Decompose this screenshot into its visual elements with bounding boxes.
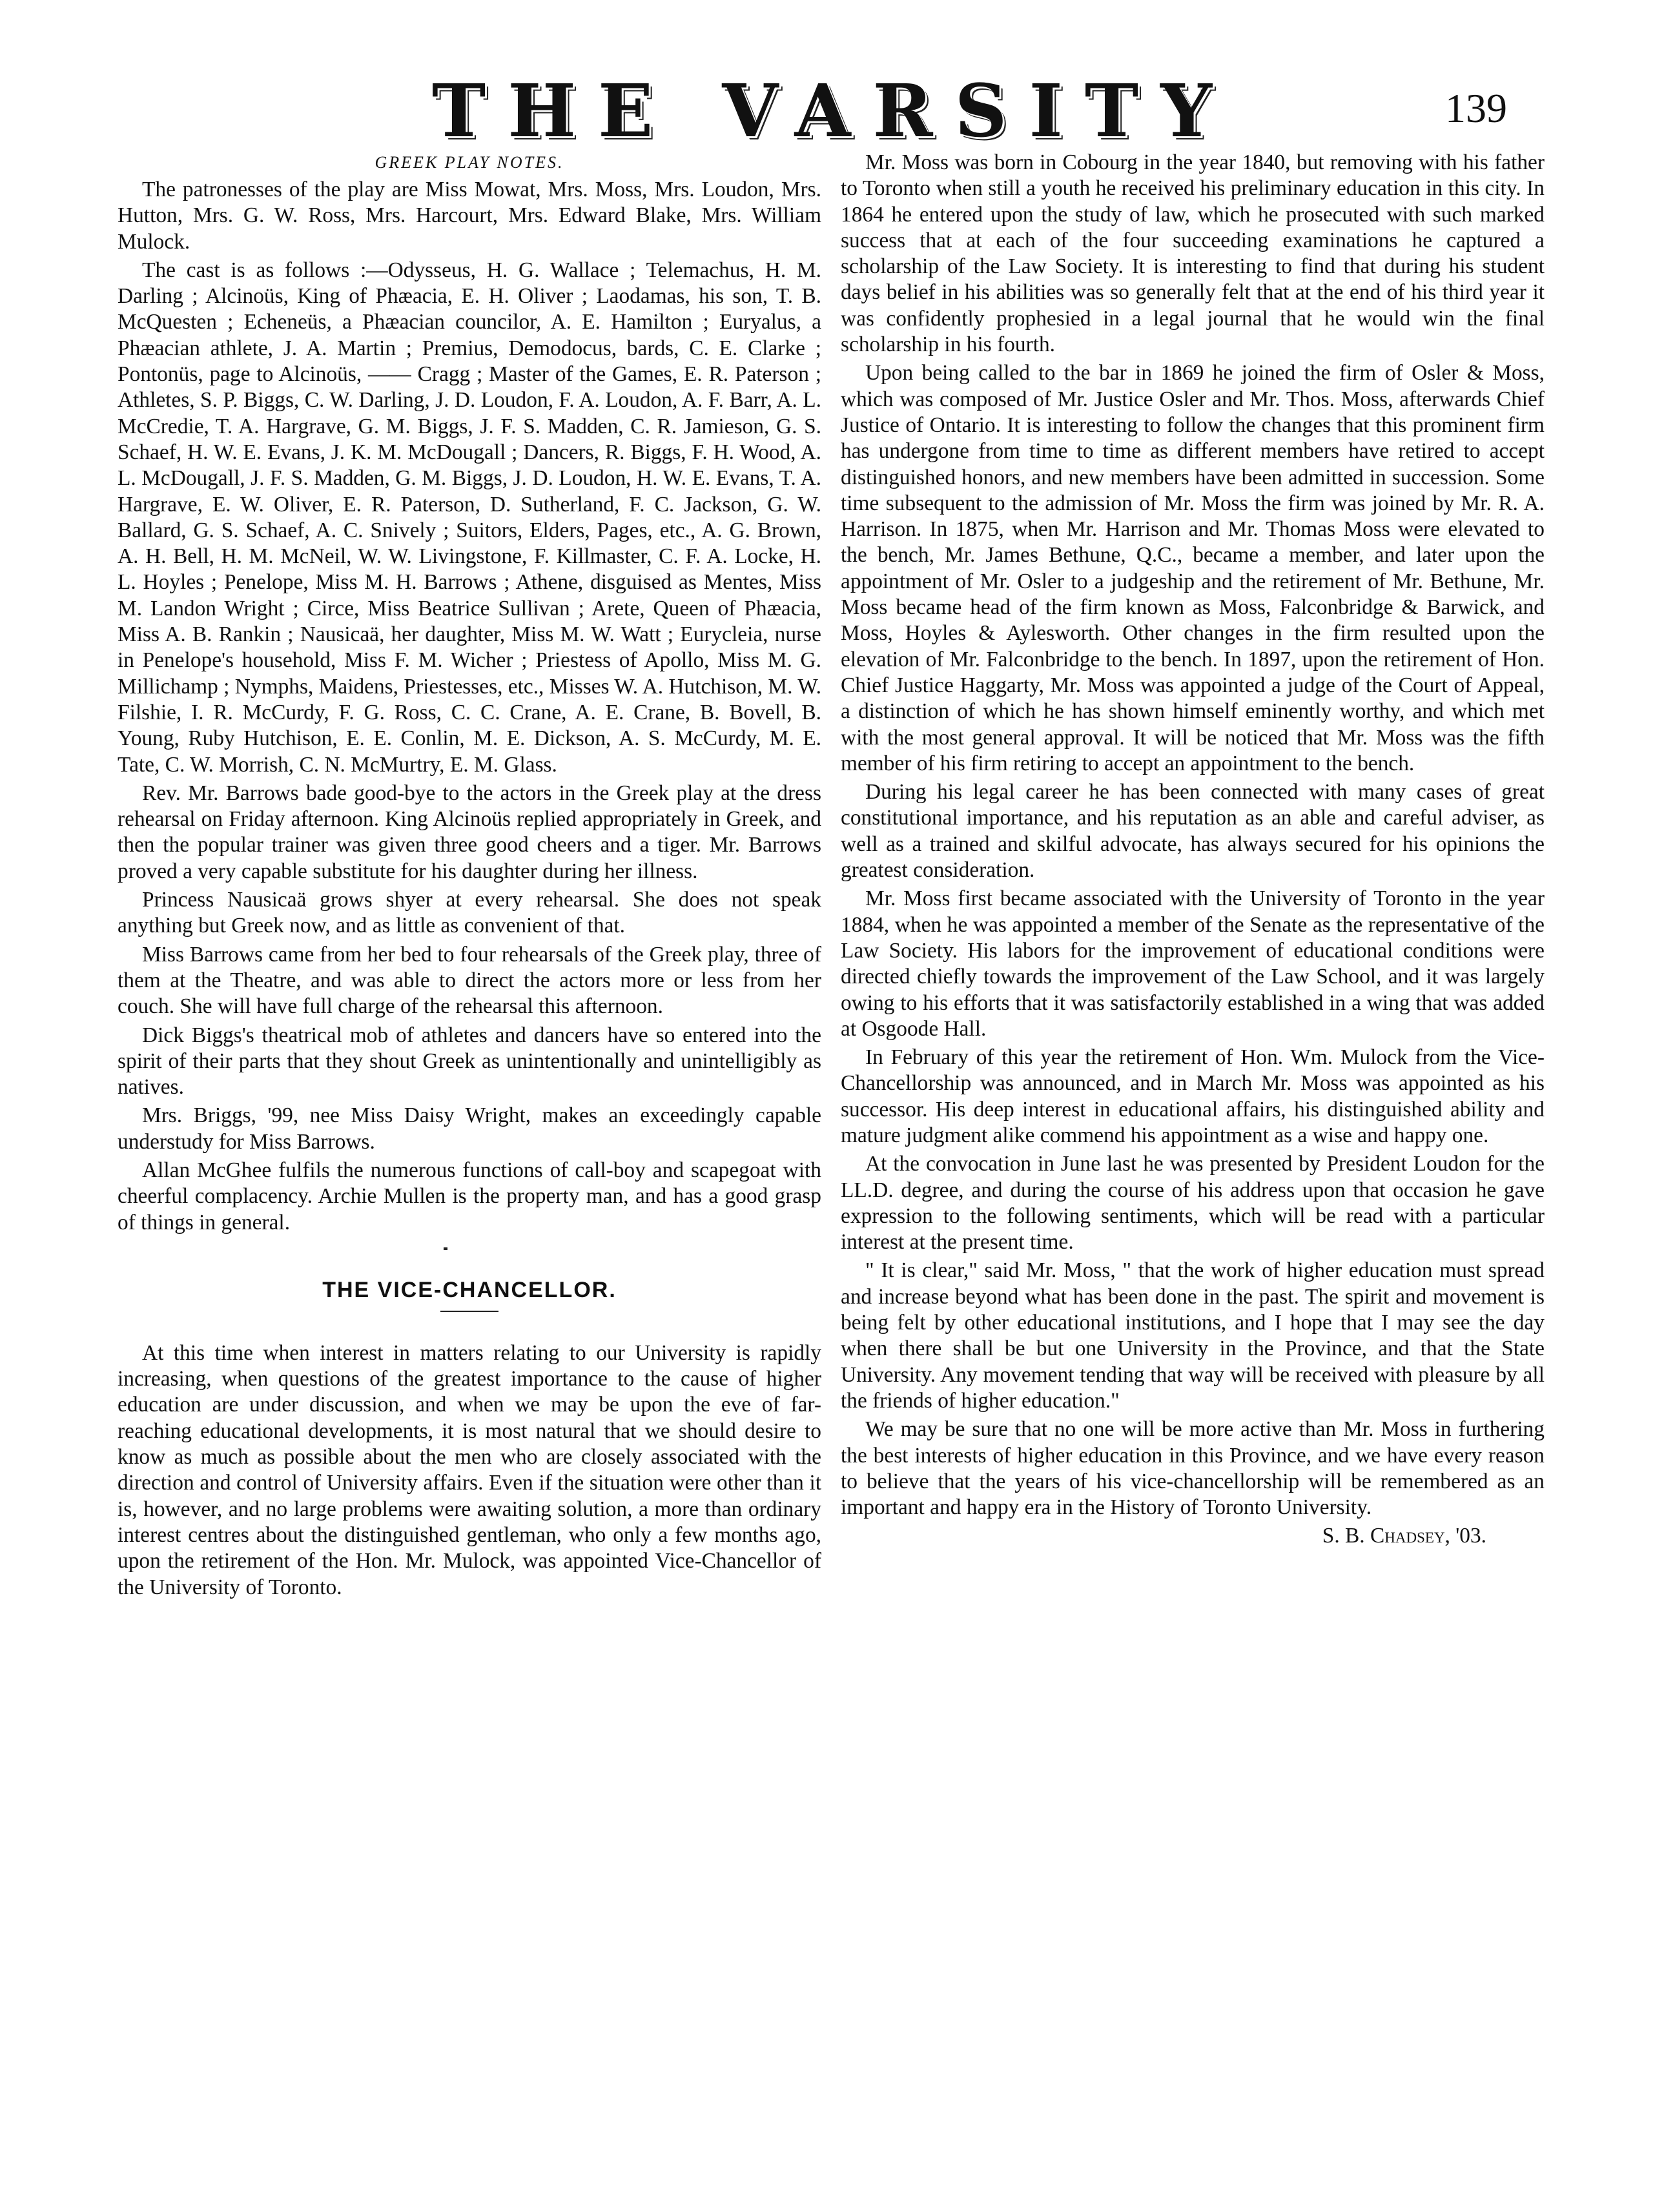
paragraph-barrows-goodbye: Rev. Mr. Barrows bade good-bye to the actors in the Greek play at the dress rehearsal on Friday afternoon. King Alcinoüs replied appropriately in Greek, and then the popular trainer was given three good cheers and a tiger. Mr. Barrows proved a very capable substitute for his daughter during her illness. (118, 781, 821, 883)
paragraph-miss-barrows: Miss Barrows came from her bed to four rehearsals of the Greek play, three of them at the Theatre, and was able to direct the actors more or less from her couch. She will have full charge of the rehearsal this afternoon. (118, 942, 821, 1019)
paragraph-nausicaa: Princess Nausicaä grows shyer at every rehearsal. She does not speak anything but Greek now, and as little as convenient of that. (118, 888, 821, 938)
paragraph-cast: The cast is as follows :—Odysseus, H. G. Wallace ; Telemachus, H. M. Darling ; Alcinoüs, King of Phæacia, E. H. Oliver ; Laodamas, his son, T. B. McQuesten ; Echeneüs, a Phæacian councilor, A. E. Hamilton ; Euryalus, a Phæacian athlete, J. A. Martin ; Premius, Demodocus, bards, C. E. Clarke ; Pontonüs, page to Alcinoüs, —— Cragg ; Master of the Games, E. R. Paterson ; Athletes, S. P. Biggs, C. W. Darling, J. D. Loudon, F. A. Loudon, A. F. Barr, A. L. McCredie, T. A. Hargrave, G. M. Biggs, J. F. S. Madden, C. R. Jamieson, G. S. Schaef, H. W. E. Evans, J. K. M. McDougall ; Dancers, R. Biggs, F. H. Wood, A. L. McDougall, J. F. S. Madden, G. M. Biggs, J. D. Loudon, H. W. E. Evans, T. A. Hargrave, E. W. Oliver, E. R. Paterson, D. Sutherland, F. C. Jackson, G. W. Ballard, G. S. Schaef, A. C. Snively ; Suitors, Elders, Pages, etc., A. G. Brown, A. H. Bell, H. M. McNeil, W. W. Livingstone, F. Killmaster, C. F. A. Locke, H. L. Hoyles ; Penelope, Miss M. H. Barrows ; Athene, disguised as Mentes, Miss M. Landon Wright ; Circe, Miss Beatrice Sullivan ; Arete, Queen of Phæacia, Miss A. B. Rankin ; Nausicaä, her daughter, Miss M. W. Watt ; Eurycleia, nurse in Penelope's household, Miss F. M. Wicher ; Priestess of Apollo, Miss M. G. Millichamp ; Nymphs, Maidens, Priestesses, etc., Misses W. A. Hutchison, M. W. Filshie, I. R. McCurdy, F. G. Ross, C. C. Crane, A. E. Crane, B. Bovell, B. Young, Ruby Hutchison, E. E. Conlin, M. E. Dickson, A. S. McCurdy, M. E. Tate, C. W. Morrish, C. N. McMurtry, E. M. Glass. (118, 258, 821, 777)
paragraph-university-association: Mr. Moss first became associated with the University of Toronto in the year 1884, when he was appointed a member of the Senate as the representative of the Law Society. His labors for the improvement of educational conditions were directed chiefly towards the improvement of the Law School, and it was largely owing to his efforts that it was satisfactorily established in a wing that was added at Osgoode Hall. (841, 886, 1545, 1041)
separator-dot (444, 1247, 447, 1250)
page-number: 139 (1445, 85, 1507, 131)
publication-title: THE VARSITY (431, 69, 1235, 154)
article-headline: THE VICE-CHANCELLOR. (322, 1277, 617, 1302)
paragraph-allan-mcghee: Allan McGhee fulfils the numerous functions of call-boy and scapegoat with cheerful complacency. Archie Mullen is the property man, and has a good grasp of things in general. (118, 1158, 821, 1234)
paragraph-closing: We may be sure that no one will be more active than Mr. Moss in furthering the best interests of higher education in this Province, and we have every reason to believe that the years of his vice-chancellorship will be remembered as an important and happy era in the History of Toronto University. (841, 1417, 1545, 1520)
right-column (841, 150, 1545, 1550)
paragraph-birth: Mr. Moss was born in Cobourg in the year 1840, but removing with his father to Toronto when still a youth he received his preliminary education in this city. In 1864 he entered upon the study of law, which he prosecuted with such marked success that at each of the four succeeding examinations he captured a scholarship of the Law Society. It is interesting to find that during his student days belief in his abilities was so generally felt that at the end of his third year it was confidently prophesied in a legal journal that he would win the final scholarship in his fourth. (841, 150, 1545, 357)
paragraph-legal-career: During his legal career he has been connected with many cases of great constitutional importance, and his reputation as an able and careful adviser, as well as a trained and skilful advocate, has always secured for his opinions the greatest consideration. (841, 780, 1545, 883)
headline-rule (440, 1311, 498, 1312)
left-column (118, 150, 821, 1603)
masthead (362, 70, 1304, 154)
author-signature: S. B. Chadsey, '03. (1322, 1524, 1486, 1548)
signature-line (841, 1523, 1545, 1549)
paragraph-appointment: In February of this year the retirement of Hon. Wm. Mulock from the Vice-Chancellorship was announced, and in March Mr. Moss was appointed as his successor. His deep interest in educational affairs, his distinguished ability and mature judgment alike commend his appointment as a wise and happy one. (841, 1045, 1545, 1147)
paragraph-convocation: At the convocation in June last he was presented by President Loudon for the LL.D. degree, and during the course of his address upon that occasion he gave expression to the following sentiments, which will be read with a particular interest at the present time. (841, 1152, 1545, 1254)
paragraph-bar-career: Upon being called to the bar in 1869 he joined the firm of Osler & Moss, which was composed of Mr. Justice Osler and Mr. Thos. Moss, afterwards Chief Justice of Ontario. It is interesting to follow the changes that this prominent firm has undergone from time to time as different members have retired to accept distinguished honors, and new members have been admitted in succession. Some time subsequent to the admission of Mr. Moss the firm was joined by Mr. R. A. Harrison. In 1875, when Mr. Harrison and Mr. Thomas Moss were elevated to the bench, Mr. James Bethune, Q.C., became a member, and later upon the appointment of Mr. Osler to a judgeship and the retirement of Mr. Bethune, Mr. Moss became head of the firm known as Moss, Falconbridge & Barwick, and Moss, Hoyles & Aylesworth. Other changes in the firm resulted upon the elevation of Mr. Falconbridge to the bench. In 1897, upon the retirement of Hon. Chief Justice Haggarty, Mr. Moss was appointed a judge of the Court of Appeal, a distinction of which he has shown himself eminently worthy, and which met with the most general approval. It will be noticed that Mr. Moss was the fifth member of his firm retiring to accept an appointment to the bench. (841, 361, 1545, 775)
paragraph-patronesses: The patronesses of the play are Miss Mowat, Mrs. Moss, Mrs. Loudon, Mrs. Hutton, Mrs. G. W. Ross, Mrs. Harcourt, Mrs. Edward Blake, Mrs. William Mulock. (118, 178, 821, 254)
paragraph-quotation: " It is clear," said Mr. Moss, " that the work of higher education must spread and increase beyond what has been done in the past. The spirit and movement is being felt by other educational institutions, and I hope that I may see the day when there shall be but one University in the Province, and that the State University. Any movement tending that way will be received with pleasure by all the friends of higher education." (841, 1258, 1545, 1413)
section-heading-greek-play-notes: GREEK PLAY NOTES. (375, 153, 564, 172)
paragraph-mrs-briggs: Mrs. Briggs, '99, nee Miss Daisy Wright, makes an exceedingly capable understudy for Miss Barrows. (118, 1103, 821, 1154)
paragraph-dick-biggs: Dick Biggs's theatrical mob of athletes and dancers have so entered into the spirit of their parts that they shout Greek as unintentionally and unintelligibly as natives. (118, 1023, 821, 1100)
paragraph-article-intro: At this time when interest in matters relating to our University is rapidly increasing, when questions of the greatest importance to the cause of higher education are under discussion, and when we may be upon the eve of far-reaching educational developments, it is most natural that we should desire to know as much as possible about the men who are closely associated with the direction and control of University affairs. Even if the situation were other than it is, however, and no large problems were awaiting solution, a more than ordinary interest centres about the distinguished gentleman, who only a few months ago, upon the retirement of the Hon. Mr. Mulock, was appointed Vice-Chancellor of the University of Toronto. (118, 1340, 821, 1599)
